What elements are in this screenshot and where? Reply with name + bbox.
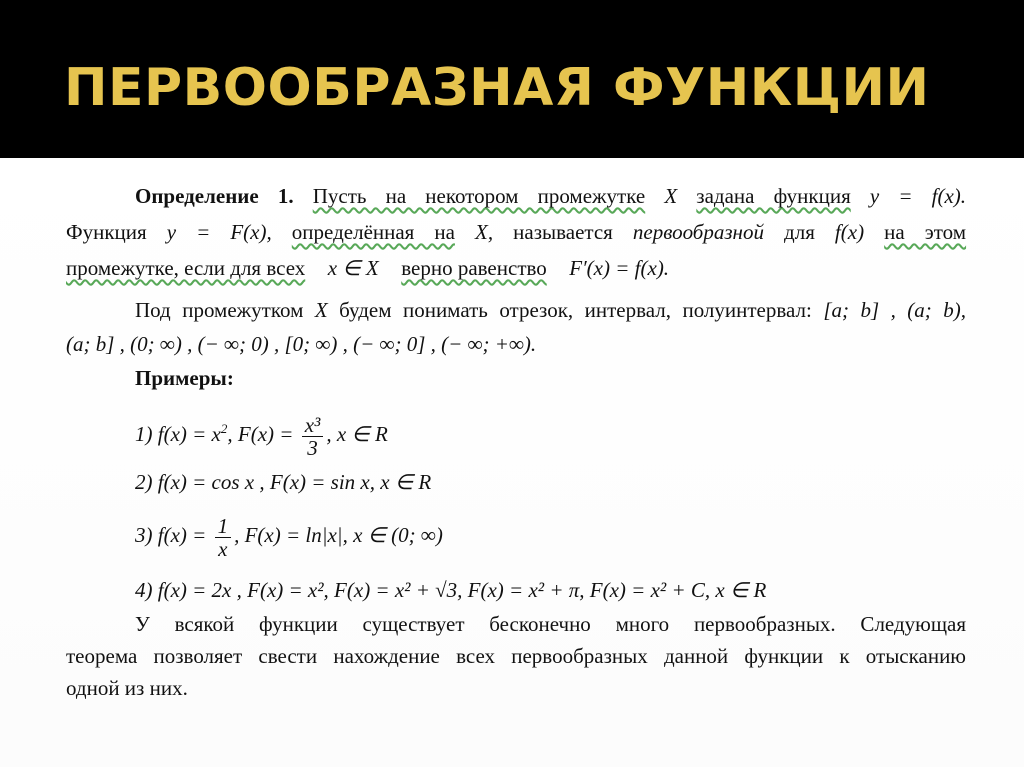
equality-text: верно равенство: [401, 256, 547, 280]
conclusion-line-1: У всякой функции существует бесконечно много первообразных. Следующая: [135, 612, 966, 636]
interval-x: X: [314, 298, 328, 322]
conclusion-line-2: теорема позволяет свести нахождение всех первообразных данной функции к отысканию: [66, 644, 966, 668]
example-1: [135, 398, 966, 460]
fraction-1-over-x: [215, 515, 232, 560]
conclusion-line-3: одной из них.: [66, 676, 188, 700]
page-title: ПЕРВООБРАЗНАЯ ФУНКЦИИ: [64, 58, 930, 118]
interval-intro: Под промежутком: [135, 298, 304, 322]
set-x-2: X,: [475, 220, 494, 244]
title-bar: [0, 0, 1024, 158]
definition-line-2: [66, 220, 966, 245]
definition-line-3: [66, 256, 966, 281]
fraction-numerator: 1: [215, 515, 232, 538]
example-1-fx: 1) f(x) = x: [135, 422, 221, 446]
definition-label: Определение 1.: [135, 184, 294, 208]
definition-text: Пусть на некотором промежутке: [312, 184, 646, 208]
interval-line-2: [66, 332, 966, 357]
interval-list-2: (a; b] , (0; ∞) , (− ∞; 0) , [0; ∞) , (− ∞; 0] , (− ∞; +∞).: [66, 332, 537, 356]
example-3: [135, 504, 966, 566]
function-word: Функция: [66, 220, 147, 244]
example-3-Fx: , F(x) = ln|x|, x ∈ (0; ∞): [234, 523, 443, 547]
interval-list-1: [a; b] , (a; b),: [823, 298, 966, 322]
membership-formula: x ∈ X: [327, 256, 379, 280]
example-1-Fx: , F(x) =: [227, 422, 294, 446]
interval-line-1: [135, 298, 966, 323]
example-3-fx: 3) f(x) =: [135, 523, 207, 547]
example-2: 2) f(x) = cos x , F(x) = sin x, x ∈ R: [135, 470, 432, 494]
fraction-denominator: 3: [307, 435, 318, 460]
function-formula: y = f(x).: [869, 184, 967, 208]
examples-heading: Примеры:: [135, 366, 234, 390]
fraction-numerator: x³: [302, 414, 324, 437]
definition-line-1: [135, 184, 966, 209]
set-x: X: [664, 184, 678, 208]
antiderivative-formula: y = F(x),: [166, 220, 272, 244]
on-this-text: на этом: [884, 220, 967, 244]
definition-text-2: задана функция: [696, 184, 851, 208]
fraction-x3-over-3: [302, 414, 324, 459]
slide-body: [0, 160, 1024, 767]
for-text: для: [784, 220, 815, 244]
example-1-exponent: 2: [220, 421, 228, 436]
is-called-text: называется: [513, 220, 613, 244]
example-4: 4) f(x) = 2x , F(x) = x², F(x) = x² + √3, F(x) = x² + π, F(x) = x² + C, x ∈ R: [135, 578, 767, 602]
interval-intro-2: будем понимать отрезок, интервал, полуинтервал:: [339, 298, 812, 322]
term-antiderivative: первообразной: [632, 220, 764, 244]
derivative-formula: F′(x) = f(x).: [569, 256, 670, 280]
fraction-denominator: x: [218, 536, 228, 561]
interval-text: промежутке, если для всех: [66, 256, 306, 280]
example-1-domain: , x ∈ R: [326, 422, 388, 446]
fx-formula: f(x): [834, 220, 865, 244]
defined-on-text: определённая на: [291, 220, 455, 244]
